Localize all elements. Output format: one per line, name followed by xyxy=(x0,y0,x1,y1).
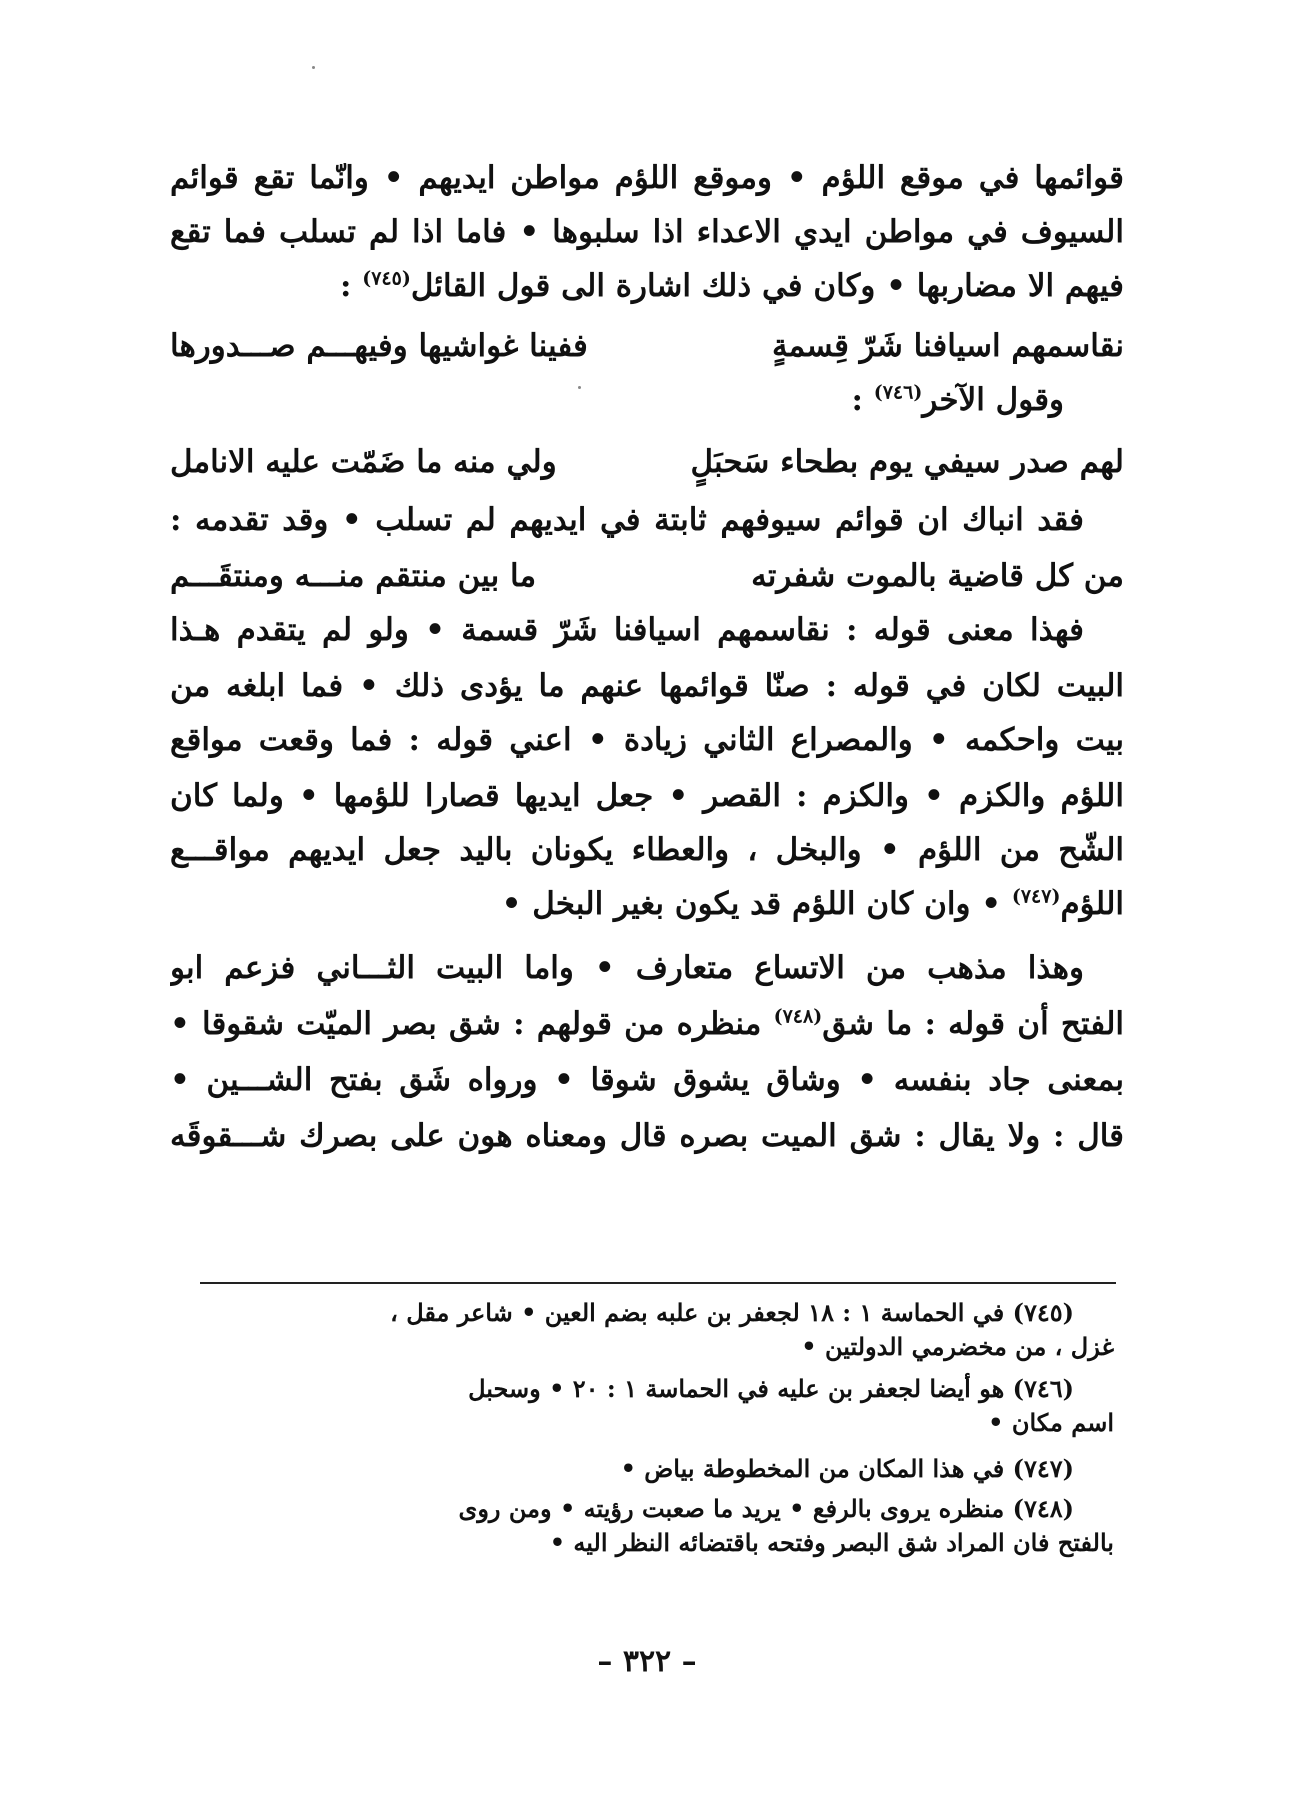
text-line: قوائمها في موقع اللؤم • وموقع اللؤم مواطن ايديهم • وانّما تقع قوائم xyxy=(170,160,1124,196)
scan-speck xyxy=(312,66,315,69)
text-line: الشّح من اللؤم • والبخل ، والعطاء يكونان باليد جعل ايديهم مواقـــع xyxy=(170,832,1124,868)
footnote xyxy=(190,1492,1114,1560)
text-line: السيوف في مواطن ايدي الاعداء اذا سلبوها • فاما اذا لم تسلب فما تقع xyxy=(170,214,1124,250)
footnote-line: غزل ، من مخضرمي الدولتين • xyxy=(801,1332,1114,1361)
footnote xyxy=(190,1372,1114,1440)
text-segment: منظره من قولهم : شق بصر الميّت شقوقا • xyxy=(170,1006,774,1042)
text-segment: فيهم الا مضاربها • وكان في ذلك اشارة الى قول القائل xyxy=(410,268,1124,304)
text-segment: وقول الآخر xyxy=(922,382,1064,418)
text-line: بمعنى جاد بنفسه • وشاق يشوق شوقا • ورواه شَق بفتح الشـــين • xyxy=(170,1062,1124,1098)
text-line: فقد انباك ان قوائم سيوفهم ثابتة في ايديهم لم تسلب • وقد تقدمه : xyxy=(170,502,1084,538)
text-line: اللؤم والكزم • والكزم : القصر • جعل ايديها قصارا للؤمها • ولما كان xyxy=(170,778,1124,814)
text-line: البيت لكان في قوله : صنّا قوائمها عنهم ما يؤدى ذلك • فما ابلغه من xyxy=(170,668,1124,704)
text-segment: : xyxy=(339,268,363,304)
text-segment: الفتح أن قوله : ما شق xyxy=(822,1006,1124,1042)
text-line: وهذا مذهب من الاتساع متعارف • واما البيت الثـــاني فزعم ابو xyxy=(170,950,1084,986)
text-line xyxy=(170,372,1064,428)
page-number: – ٣٢٢ – xyxy=(597,1644,697,1679)
footnote-ref: (٧٤٦) xyxy=(873,381,923,404)
verse-line xyxy=(170,548,1124,604)
text-line: بيت واحكمه • والمصراع الثاني زيادة • اعني قوله : فما وقعت مواقع xyxy=(170,722,1124,758)
text-line xyxy=(170,996,1124,1052)
footnote xyxy=(190,1296,1114,1364)
text-segment: • وان كان اللؤم قد يكون بغير البخل • xyxy=(501,886,1012,922)
verse-first-hemistich: نقاسمهم اسيافنا شَرّ قِسمةٍ xyxy=(771,328,1124,364)
text-line: قال : ولا يقال : شق الميت بصره قال ومعناه هون على بصرك شـــقوقَه xyxy=(170,1118,1124,1154)
verse-second-hemistich: ولي منه ما ضَمّت عليه الانامل xyxy=(170,444,557,480)
text-line xyxy=(170,876,1124,932)
footnote xyxy=(190,1452,1114,1486)
footnote-separator xyxy=(200,1282,1116,1284)
footnote-line: (٧٤٧) في هذا المكان من المخطوطة بياض • xyxy=(620,1454,1074,1483)
verse-first-hemistich: لهم صدر سيفي يوم بطحاء سَحبَلٍ xyxy=(690,444,1124,480)
text-line: فهذا معنى قوله : نقاسمهم اسيافنا شَرّ قسمة • ولو لم يتقدم هـذا xyxy=(170,612,1084,648)
verse-second-hemistich: ففينا غواشيها وفيهـــم صـــدورها xyxy=(170,328,588,364)
text-segment: : xyxy=(851,382,874,418)
footnote-line: اسم مكان • xyxy=(988,1408,1114,1437)
verse-line xyxy=(170,434,1124,490)
footnote-line: (٧٤٥) في الحماسة ١ : ١٨ لجعفر بن علبه بضم العين • شاعر مقل ، xyxy=(390,1298,1074,1327)
footnote-ref: (٧٤٨) xyxy=(773,1005,823,1028)
text-segment: اللؤم xyxy=(1060,886,1124,922)
verse-second-hemistich: ما بين منتقم منـــه ومنتقَـــم xyxy=(170,558,537,594)
footnote-line: (٧٤٨) منظره يروى بالرفع • يريد ما صعبت رؤيته • ومن روى xyxy=(458,1494,1074,1523)
footnote-ref: (٧٤٧) xyxy=(1011,885,1061,908)
footnote-ref: (٧٤٥) xyxy=(362,267,411,290)
footnote-line: (٧٤٦) هو أيضا لجعفر بن عليه في الحماسة ١ : ٢٠ • وسحبل xyxy=(468,1374,1074,1403)
text-line xyxy=(170,258,1124,314)
verse-line xyxy=(170,318,1124,374)
footnote-line: بالفتح فان المراد شق البصر وفتحه باقتضائه النظر اليه • xyxy=(549,1528,1114,1557)
verse-first-hemistich: من كل قاضية بالموت شفرته xyxy=(751,558,1124,594)
